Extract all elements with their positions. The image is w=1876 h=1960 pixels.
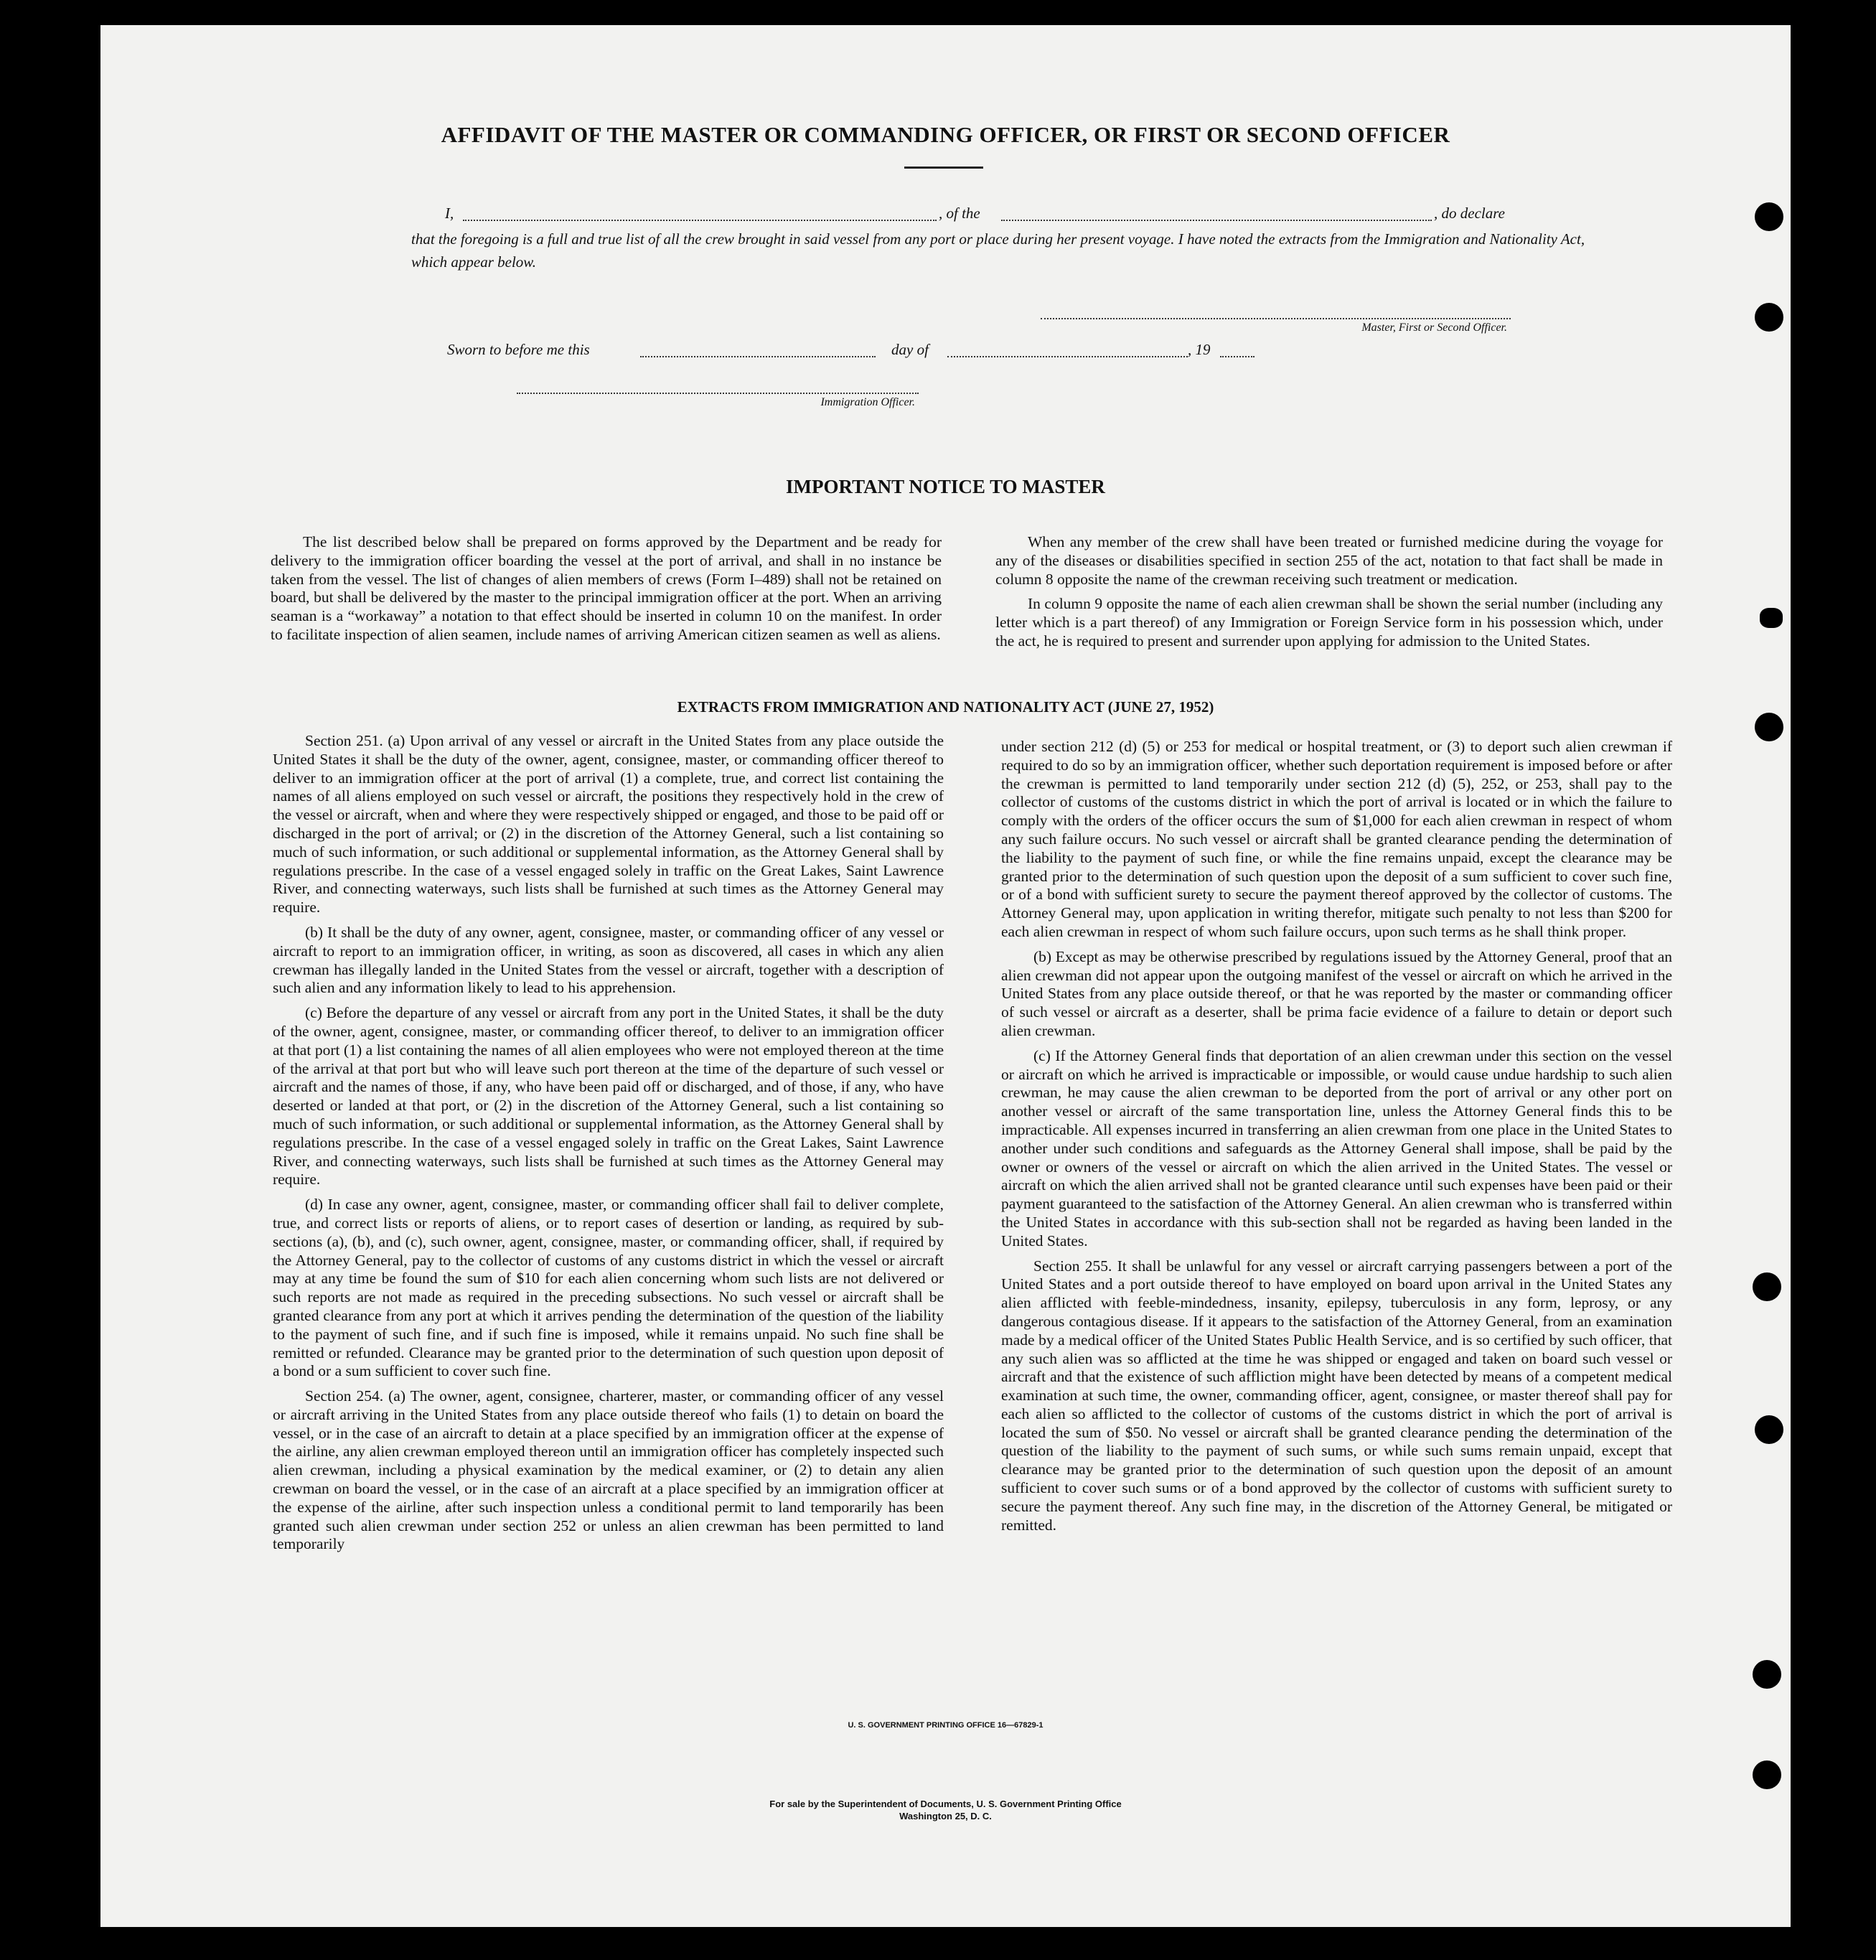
notice-left-paragraph: The list described below shall be prepared on forms approved by the Department and be ready for delivery to the immigration officer boarding the vessel at the port of arrival, and shall in no instance be taken from the vessel. The list of changes of alien members of crews (Form I–489) shall not be retained on board, but shall be delivered by the master to the principal immigration officer at the port. When an arriving seaman is a “workaway” a notation to that effect should be inserted in column 10 on the manifest. In order to facilitate inspection of alien seamen, include names of arriving American citizen seamen as well as aliens. — [271, 533, 942, 643]
notice-right-paragraph: When any member of the crew shall have been treated or furnished medicine during the voyage for any of the diseases or disabilities specified in section 255 of the act, notation to that fact shall be made in column 8 opposite the name of the crewman receiving such treatment or medication. — [995, 533, 1663, 588]
binder-hole — [1755, 303, 1783, 332]
section-paragraph: (b) It shall be the duty of any owner, agent, consignee, master, or commanding officer of any vessel or aircraft to report to an immigration officer, in writing, as soon as discovered, all cases in which any alien crewman has illegally landed in the United States from the vessel or aircraft, together with a description of such alien and any information likely to lead to his apprehension. — [273, 923, 944, 997]
notice-left-column — [271, 533, 942, 651]
section-paragraph: (c) Before the departure of any vessel or aircraft from any port in the United States, it shall be the duty of the owner, agent, consignee, master, or commanding officer thereof, to deliver to an immigration officer at that port (1) a list containing the names of all alien employees who were not employed thereon at the time of the arrival at that port but who will leave such port thereon at the time of the departure of such vessel or aircraft and the names of those, if any, who have been paid off or discharged, and of those, if any, who have deserted or landed at that port, or (2) in the discretion of the Attorney General, such a list containing so much of such information, or such additional or supplemental information, as the Attorney General shall by regulations prescribe. In the case of a vessel engaged solely in traffic on the Great Lakes, Saint Lawrence River, and connecting waterways, such lists shall be furnished at such times as the Attorney General may require. — [273, 1004, 944, 1188]
year-label: , 19 — [1188, 341, 1211, 358]
sale-line-2: Washington 25, D. C. — [899, 1811, 992, 1821]
title-rule — [904, 167, 983, 169]
declaration-text: that the foregoing is a full and true list of all the crew brought in said vessel from any port or place during her present voyage. I have noted the extracts from the Immigration and Nationality Act, which appear below. — [411, 230, 1585, 271]
do-declare-label: , do declare — [1434, 205, 1505, 222]
binder-hole — [1753, 1760, 1781, 1789]
notice-right-paragraph: In column 9 opposite the name of each alien crewman shall be shown the serial number (including any letter which is a part thereof) of any Immigration or Foreign Service form in his possession which, under the act, he is required to present and surrender upon applying for admission to the United States. — [995, 595, 1663, 650]
extracts-title: EXTRACTS FROM IMMIGRATION AND NATIONALITY ACT (JUNE 27, 1952) — [677, 698, 1214, 716]
extracts-right-column — [1001, 738, 1672, 1541]
extracts-left-column — [273, 732, 944, 1560]
master-signature-caption: Master, First or Second Officer. — [1361, 322, 1507, 334]
section-paragraph: Section 251. (a) Upon arrival of any vessel or aircraft in the United States from any place outside the United States it shall be the duty of the owner, agent, consignee, master, or commanding officer thereof to deliver to an immigration officer at the port of arrival (1) a complete, true, and correct list containing the names of all aliens employed on such vessel or aircraft, the positions they respectively hold in the crew of the vessel or aircraft, when and where they were respectively shipped or engaged, and those to be paid off or discharged in the port of arrival; or (2) in the discretion of the Attorney General, such a list containing so much of such information, or such additional or supplemental information, as the Attorney General shall by regulations prescribe. In the case of a vessel engaged solely in traffic on the Great Lakes, Saint Lawrence River, and connecting waterways, such lists shall be furnished at such times as the Attorney General may require. — [273, 732, 944, 916]
affidavit-title: AFFIDAVIT OF THE MASTER OR COMMANDING OFFICER, OR FIRST OR SECOND OFFICER — [441, 122, 1450, 147]
binder-hole — [1760, 608, 1783, 628]
name-field[interactable] — [463, 220, 937, 221]
officer-signature-line[interactable] — [517, 393, 919, 394]
officer-signature-caption: Immigration Officer. — [820, 396, 915, 408]
binder-hole — [1755, 1415, 1783, 1444]
section-paragraph: (b) Except as may be otherwise prescribed by regulations issued by the Attorney General, proof that an alien crewman did not appear upon the outgoing manifest of the vessel or aircraft on which he arrived in the United States from any place outside thereof, or that he was reported by the master or commanding officer of such vessel or aircraft as a deserter, shall be prima facie evidence of a failure to detain or deport such alien crewman. — [1001, 947, 1672, 1039]
vessel-field[interactable] — [1001, 220, 1432, 221]
sworn-month-field[interactable] — [947, 356, 1188, 357]
printing-office-line: U. S. GOVERNMENT PRINTING OFFICE 16—67829-1 — [848, 1721, 1043, 1730]
sworn-year-field[interactable] — [1220, 356, 1254, 357]
section-paragraph: Section 254. (a) The owner, agent, consignee, charterer, master, or commanding officer of any vessel or aircraft arriving in the United States from any place outside thereof who fails (1) to detain on board the vessel, or in the case of an aircraft to detain at a place specified by an immigration officer at the expense of the airline, any alien crewman employed thereon until an immigration officer has completely inspected such alien crewman, including a physical examination by the medical examiner, or (2) to detain any alien crewman on board the vessel, or in the case of an aircraft at a place specified by an immigration officer at the expense of the airline, after such inspection unless a conditional permit to land temporarily has been granted such alien crewman under section 252 or unless an alien crewman has been permitted to land temporarily — [273, 1387, 944, 1553]
master-signature-line[interactable] — [1041, 318, 1511, 319]
section-paragraph: under section 212 (d) (5) or 253 for medical or hospital treatment, or (3) to deport such alien crewman if required to do so by an immigration officer, whether such deportation requirement is imposed before or after the crewman is permitted to land temporarily under section 212 (d) (5), 252, or 253, shall pay to the collector of customs of the customs district in which the port of arrival is located or in which the failure to comply with the orders of the officer occurs the sum of $1,000 for each alien crewman in respect of whom any such failure occurs. No such vessel or aircraft shall be granted clearance pending the determination of the liability to the payment of such fine, or while the fine remains unpaid, except the clearance may be granted prior to the determination of such question upon the deposit of a sum sufficient to cover such fine, or of a bond with sufficient surety to secure the payment thereof approved by the collector of customs. The Attorney General may, upon application in writing therefor, mitigate such penalty to not less than $200 for each alien crewman in respect of whom such failure occurs, upon such terms as he shall think proper. — [1001, 738, 1672, 940]
notice-title: IMPORTANT NOTICE TO MASTER — [786, 476, 1105, 497]
binder-hole — [1755, 202, 1783, 231]
sworn-label: Sworn to before me this — [447, 341, 590, 358]
i-label: I, — [445, 205, 454, 222]
sale-line-1: For sale by the Superintendent of Documents, U. S. Government Printing Office — [769, 1799, 1122, 1809]
day-of-label: day of — [891, 341, 929, 358]
section-paragraph: (d) In case any owner, agent, consignee, master, or commanding officer shall fail to deliver complete, true, and correct lists or reports of aliens, or to report cases of desertion or landing, as required by sub-sections (a), (b), and (c), such owner, agent, consignee, master, or commanding officer, shall, if required by the Attorney General, pay to the collector of customs of any customs district in which the vessel or aircraft may at any time be found the sum of $10 for each alien concerning whom such lists are not delivered or such reports are not made as required in the preceding subsections. No such vessel or aircraft shall be granted clearance from any port at which it arrives pending the determination of the question of the liability to the payment of such fine, and if such fine is imposed, while it remains unpaid. No such fine shall be remitted or refunded. Clearance may be granted prior to the determination of such question upon deposit of a bond or a sum sufficient to cover such fine. — [273, 1196, 944, 1380]
section-paragraph: (c) If the Attorney General finds that deportation of an alien crewman under this section on the vessel or aircraft on which he arrived is impracticable or impossible, or would cause undue hardship to such alien crewman, he may cause the alien crewman to be deported from the port of arrival or any other port on another vessel or aircraft of the same transportation line, unless the Attorney General finds this to be impracticable. All expenses incurred in transferring an alien crewman from one place in the United States to another under such conditions and safeguards as the Attorney General shall impose, shall be paid by the owner or owners of the vessel or aircraft on which the alien arrived in the United States. The vessel or aircraft on which the alien arrived shall not be granted clearance until such expenses have been paid or their payment guaranteed to the satisfaction of the Attorney General. An alien crewman who is transferred within the United States in accordance with this sub-section shall not be regarded as having been landed in the United States. — [1001, 1046, 1672, 1249]
of-the-label: , of the — [939, 205, 980, 222]
binder-hole — [1753, 1272, 1781, 1301]
binder-hole — [1753, 1660, 1781, 1689]
notice-right-column — [995, 533, 1663, 657]
binder-hole — [1755, 713, 1783, 741]
section-paragraph: Section 255. It shall be unlawful for any vessel or aircraft carrying passengers between a port of the United States and a port outside thereof to have employed on board upon arrival in the United States any alien afflicted with feeble-mindedness, insanity, epilepsy, tuberculosis in any form, leprosy, or any dangerous contagious disease. If it appears to the satisfaction of the Attorney General, from an examination made by a medical officer of the United States Public Health Service, and is so certified by such officer, that any such alien was so afflicted at the time he was shipped or engaged and taken on board such vessel or aircraft and that the existence of such affliction might have been detected by means of a competent medical examination at such time, the owner, commanding officer, agent, consignee, or master thereof shall pay for each alien so afflicted to the collector of customs of the customs district in which the port of arrival is located the sum of $50. No vessel or aircraft shall be granted clearance pending the determination of the question of the liability to the payment of such sums, or while such sums remain unpaid, except that clearance may be granted prior to the determination of such question upon the deposit of an amount sufficient to cover such sums or of a bond approved by the collector of customs with sufficient surety to secure the payment thereof. Any such fine may, in the discretion of the Attorney General, be mitigated or remitted. — [1001, 1257, 1672, 1534]
form-page — [100, 25, 1791, 1927]
sworn-day-field[interactable] — [640, 356, 876, 357]
